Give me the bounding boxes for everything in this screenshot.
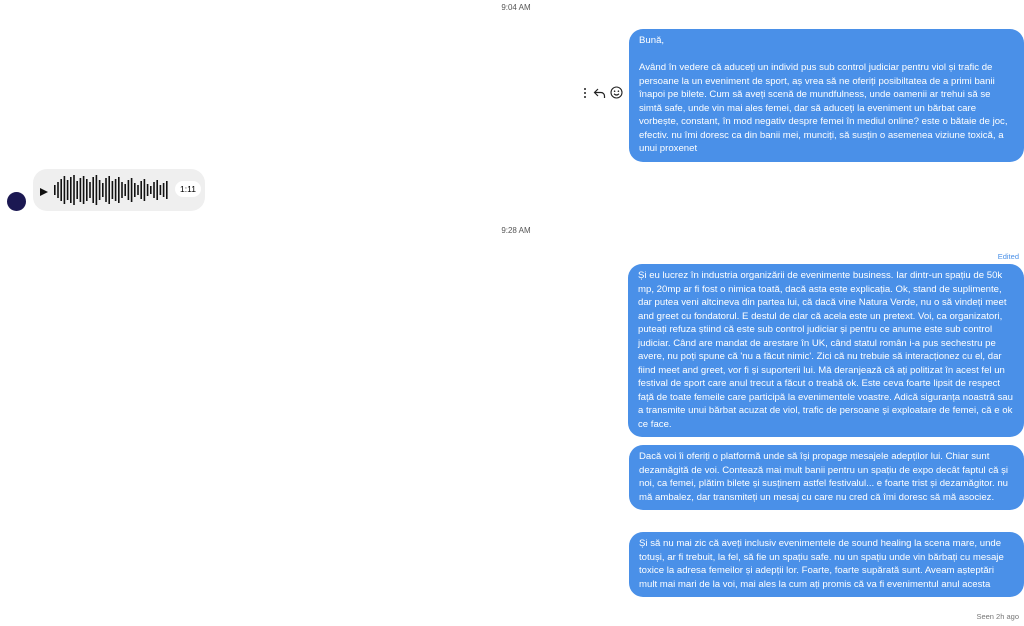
audio-message[interactable] [33,169,205,211]
waveform-icon [53,174,171,206]
timestamp-second: 9:28 AM [501,226,531,235]
play-icon[interactable] [39,184,49,202]
reply-icon[interactable] [593,87,606,99]
message-bubble-fourth[interactable]: Și să nu mai zic că aveți inclusiv evenimentele de sound healing la scena mare, unde totuși, ar fi trebuit, la fel, să fie un spațiu safe. nu un spațiu unde vin bărbați cu mesaje toxice la adresa femeilor și adepții lor. Foarte, foarte supărată sunt. Aveam așteptări mult mai mari de la voi, mai ales la cum ați promis că va fi evenimentul anul acesta [629,532,1024,597]
message-bubble-third[interactable]: Dacă voi îi oferiți o platformă unde să își propage mesajele adepților lui. Chiar sunt dezamăgită de voi. Contează mai mult banii pentru un spațiu de expo decât faptul că și noi, ca femei, plătim bilete și susținem astfel festivalul... e foarte trist și dezamăgitor. nu mă ambalez, dar transmiteți un mesaj cu care nu cred că îmi doresc să mă asociez. [629,445,1024,510]
emoji-icon[interactable] [610,86,623,99]
message-actions [581,86,623,99]
audio-duration: 1:11 [175,181,201,197]
avatar[interactable] [7,192,26,211]
more-vertical-icon[interactable] [581,87,589,99]
timestamp-first: 9:04 AM [501,3,531,12]
seen-status: Seen 2h ago [976,612,1019,621]
message-bubble-second[interactable]: Și eu lucrez în industria organizării de evenimente business. Iar dintr-un spațiu de 50k mp, 20mp ar fi fost o nimica toată, dacă asta este explicația. Ok, stand de suplimente, dar putea veni altcineva din partea lui, că dacă vine Natura Verde, nu o să vindeți meet and greet cu fondatorul. E destul de clar că acela este un pretext. Voi, ca organizatori, puteați refuza știind că este sub control judiciar și pentru ce anume este sub control judiciar. Când are mandat de arestare în UK, când statul român i-a pus sechestru pe avere, nu poți spune că 'nu a făcut nimic'. Zici că nu trebuie să interacționez cu el, dar fiind meet and greet, vor fi și suporterii lui. Mă deranjează că ați politizat în acest fel un festival de sport care anul trecut a făcut o treabă ok. Este ceva foarte lipsit de respect față de toate femeile care participă la evenimentele voastre. Adică siguranța noastră sau a transmite unui bărbat acuzat de viol, trafic de persoane și exploatare de femei, că e ok ce face. [628,264,1024,437]
message-bubble-first[interactable]: Bună, Având în vedere că aduceți un individ pus sub control judiciar pentru viol și trafic de persoane la un eveniment de sport, aș vrea să ne oferiți posibiltatea de a primi banii înapoi pe bilete. Cum să aveți scenă de mundfulness, unde oamenii ar trehui să se simtă safe, unde vin mai ales femei, dar să aduceți la eveniment un bărbat care vorbește, constant, în mod negativ despre femei în mediul online? este o bătaie de joc, efectiv. nu îmi doresc ca din banii mei, munciți, să susțin o asemenea viziune toxică, a unui proxenet [629,29,1024,162]
edited-label: Edited [997,252,1019,261]
